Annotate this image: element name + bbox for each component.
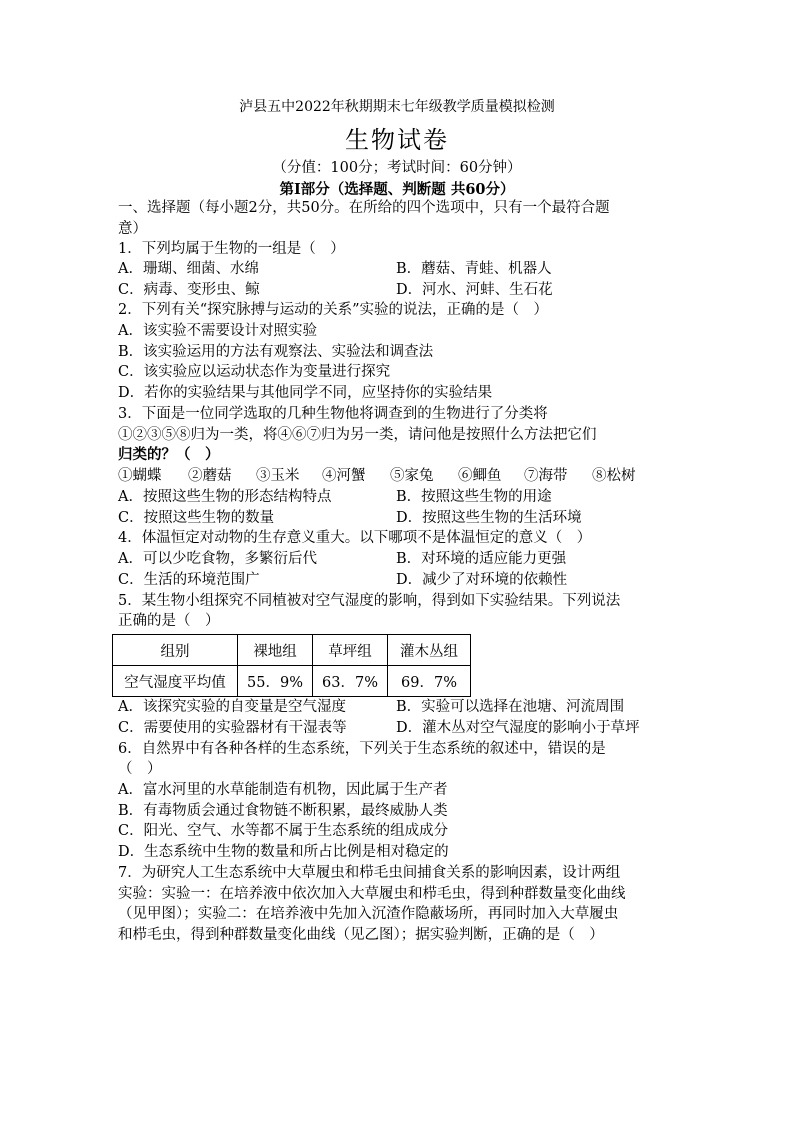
q5-option-a: A．该探究实验的自变量是空气湿度	[118, 699, 346, 715]
table-header-cell: 组别	[113, 635, 238, 666]
q3-option-a: A．按照这些生物的形态结构特点	[118, 489, 332, 505]
question-1-stem: 1．下列均属于生物的一组是（ ）	[118, 241, 345, 257]
question-6-stem: （ ）	[118, 761, 162, 777]
question-2-stem: 2．下列有关“探究脉搏与运动的关系”实验的说法，正确的是（ ）	[118, 302, 549, 318]
instructions-line: 意）	[118, 221, 147, 237]
humidity-table	[112, 634, 471, 697]
table-header-cell: 灌木丛组	[388, 635, 471, 666]
q4-option-a: A．可以少吃食物，多繁衍后代	[118, 551, 317, 567]
instructions-line: 一、选择题（每小题2分，共50分。在所给的四个选项中，只有一个最符合题	[118, 200, 610, 216]
q3-organism: ④河蟹	[322, 468, 366, 484]
q3-organism: ⑦海带	[524, 468, 568, 484]
table-cell: 55．9%	[238, 666, 313, 697]
q5-option-b: B．实验可以选择在池塘、河流周围	[396, 699, 625, 715]
exam-subtitle: （分值：100分；考试时间：60分钟）	[272, 160, 522, 176]
q3-organism: ⑧松树	[592, 468, 636, 484]
q1-option-a: A．珊瑚、细菌、水绵	[118, 261, 259, 277]
question-7-stem: 和栉毛虫，得到种群数量变化曲线（见乙图）；据实验判断，正确的是（ ）	[118, 927, 604, 943]
table-cell: 63．7%	[313, 666, 388, 697]
question-7-stem: 7．为研究人工生态系统中大草履虫和栉毛虫间捕食关系的影响因素，设计两组	[118, 865, 621, 881]
q3-organism: ⑥鲫鱼	[458, 468, 502, 484]
question-3-stem: 3．下面是一位同学选取的几种生物他将调查到的生物进行了分类将	[118, 406, 548, 422]
question-3-stem: ①②③⑤⑧归为一类，将④⑥⑦归为另一类，请问他是按照什么方法把它们	[118, 427, 597, 443]
exam-header: 泸县五中2022年秋期期末七年级教学质量模拟检测	[239, 99, 555, 115]
question-7-stem: （见甲图）；实验二：在培养液中先加入沉渣作隐蔽场所，再同时加入大草履虫	[118, 906, 619, 922]
table-header-cell: 草坪组	[313, 635, 388, 666]
table-header-cell: 裸地组	[238, 635, 313, 666]
q3-organism: ②蘑菇	[188, 468, 232, 484]
q3-organism: ①蝴蝶	[118, 468, 162, 484]
q1-option-d: D．河水、河蚌、生石花	[396, 282, 553, 298]
question-6-stem: 6．自然界中有各种各样的生态系统，下列关于生态系统的叙述中，错误的是	[118, 741, 606, 757]
question-7-stem: 实验：实验一：在培养液中依次加入大草履虫和栉毛虫，得到种群数量变化曲线	[118, 886, 626, 902]
q6-option-d: D．生态系统中生物的数量和所占比例是相对稳定的	[118, 844, 449, 860]
q4-option-d: D．减少了对环境的依赖性	[396, 572, 568, 588]
q3-option-b: B．按照这些生物的用途	[396, 489, 552, 505]
question-3-stem: 归类的？（ ）	[118, 446, 220, 463]
q1-option-c: C．病毒、变形虫、鲸	[118, 282, 260, 298]
q2-option-b: B．该实验运用的方法有观察法、实验法和调查法	[118, 344, 434, 360]
q3-option-c: C．按照这些生物的数量	[118, 510, 275, 526]
section-title: 第Ⅰ部分（选择题、判断题 共60分）	[279, 181, 515, 198]
q6-option-a: A．富水河里的水草能制造有机物，因此属于生产者	[118, 782, 448, 798]
table-header-row	[113, 635, 471, 666]
q6-option-c: C．阳光、空气、水等都不属于生态系统的组成成分	[118, 823, 449, 839]
table-row	[113, 666, 471, 697]
q5-option-d: D．灌木丛对空气湿度的影响小于草坪	[396, 720, 640, 736]
question-4-stem: 4．体温恒定对动物的生存意义重大。以下哪项不是体温恒定的意义（ ）	[118, 530, 592, 546]
q3-option-d: D．按照这些生物的生活环境	[396, 510, 582, 526]
q2-option-a: A．该实验不需要设计对照实验	[118, 323, 317, 339]
q6-option-b: B．有毒物质会通过食物链不断积累，最终威胁人类	[118, 803, 448, 819]
q2-option-c: C．该实验应以运动状态作为变量进行探究	[118, 364, 391, 380]
q5-option-c: C．需要使用的实验器材有干湿表等	[118, 720, 347, 736]
q3-organism: ⑤家兔	[390, 468, 434, 484]
exam-title: 生物试卷	[345, 126, 449, 154]
q4-option-c: C．生活的环境范围广	[118, 572, 260, 588]
table-cell: 69．7%	[388, 666, 471, 697]
q2-option-d: D．若你的实验结果与其他同学不同，应坚持你的实验结果	[118, 385, 493, 401]
q4-option-b: B．对环境的适应能力更强	[396, 551, 567, 567]
table-cell: 空气湿度平均值	[113, 666, 238, 697]
q3-organism: ③玉米	[256, 468, 300, 484]
question-5-stem: 5．某生物小组探究不同植被对空气湿度的影响，得到如下实验结果。下列说法	[118, 593, 621, 609]
q1-option-b: B．蘑菇、青蛙、机器人	[396, 261, 552, 277]
question-5-stem: 正确的是（ ）	[118, 613, 220, 629]
